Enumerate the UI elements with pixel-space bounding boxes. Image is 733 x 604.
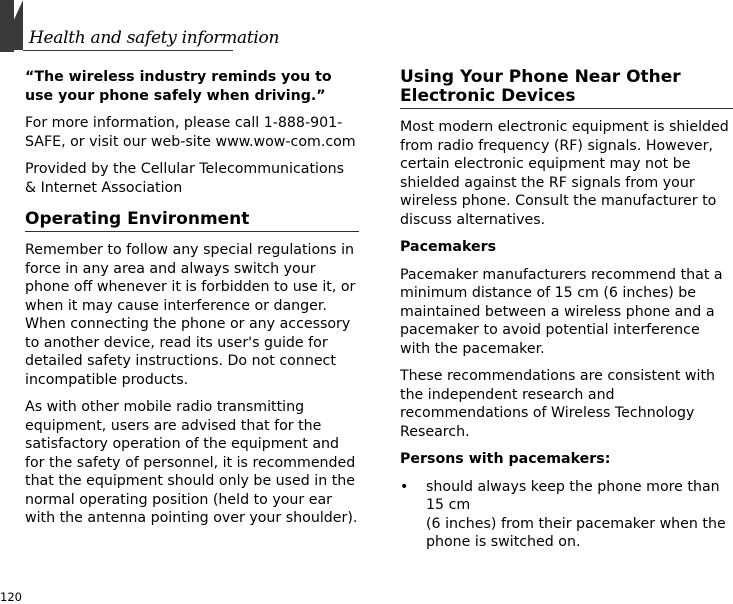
provided-by-paragraph: Provided by the Cellular Telecommunications & Internet Association (25, 161, 345, 196)
bullet-text (426, 478, 733, 552)
right-column (400, 68, 733, 552)
left-column (25, 68, 359, 537)
persons-with-pacemakers-subheading: Persons with pacemakers: (400, 451, 611, 467)
operating-environment-paragraph-1: Remember to follow any special regulations in force in any area and always switch your phone off whenever it is forbidden to use it, or when it may cause interference or danger. When connecting the phone or any accessory to another device, read its user's guide for detailed safety instructions. Do not connect incompatible products. (25, 242, 356, 388)
electronic-devices-paragraph: Most modern electronic equipment is shielded from radio frequency (RF) signals. However, certain electronic equipment may not be shielded against the RF signals from your wireless phone. Consult the manufacturer to discuss alternatives. (400, 119, 729, 228)
driving-quote: “The wireless industry reminds you to use your phone safely when driving.” (25, 69, 332, 104)
operating-environment-paragraph-2: As with other mobile radio transmitting equipment, users are advised that for the satisfactory operation of the equipment and for the safety of personnel, it is recommended that the equipment should only be used in the normal operating position (held to your ear with the antenna pointing over your shoulder). (25, 399, 358, 526)
pacemakers-paragraph-2: These recommendations are consistent with the independent research and recommendations of Wireless Technology Research. (400, 368, 715, 440)
pacemakers-subheading: Pacemakers (400, 239, 497, 255)
bullet-text-line-1: should always keep the phone more than 15 cm (426, 478, 720, 513)
header-rule (23, 50, 233, 51)
electronic-devices-heading: Using Your Phone Near Other Electronic Devices (400, 68, 733, 109)
page-header-title: Health and safety information (29, 28, 280, 48)
bullet-mark: • (400, 478, 409, 495)
operating-environment-heading: Operating Environment (25, 210, 359, 232)
bullet-item (400, 478, 733, 552)
bullet-text-line-2: (6 inches) from their pacemaker when the phone is switched on. (426, 515, 726, 550)
pacemakers-paragraph-1: Pacemaker manufacturers recommend that a minimum distance of 15 cm (6 inches) be maintained between a wireless phone and a pacemaker to avoid potential interference with the pacemaker. (400, 266, 723, 357)
page-number: 120 (0, 590, 22, 604)
info-paragraph: For more information, please call 1-888-901-SAFE, or visit our web-site www.wow-com.com (25, 115, 356, 150)
